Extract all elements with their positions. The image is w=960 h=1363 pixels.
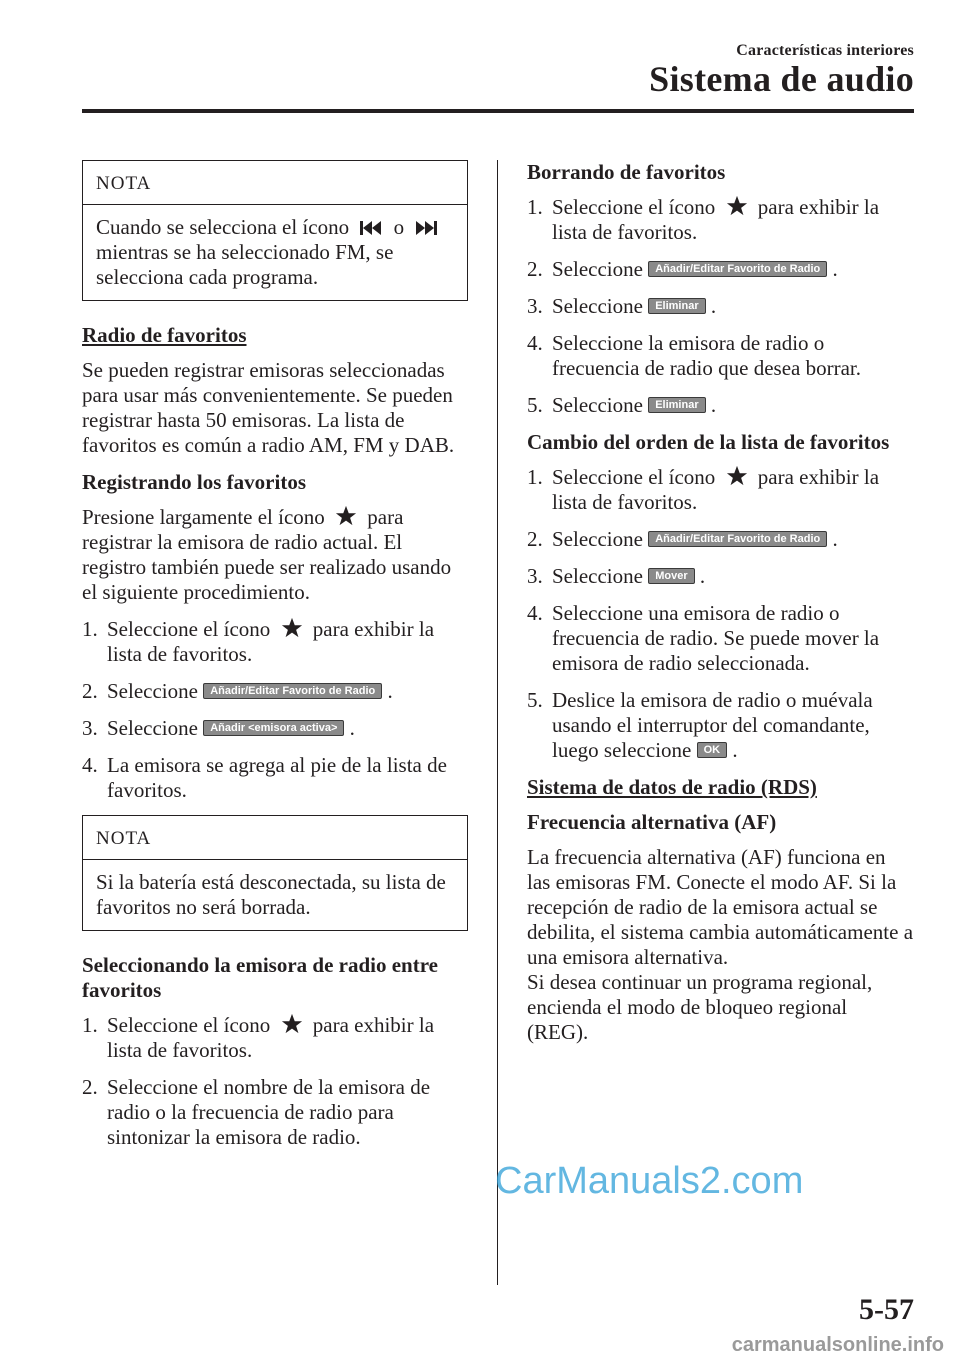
select-steps bbox=[82, 1013, 468, 1150]
site-footer: carmanualsonline.info bbox=[731, 1334, 944, 1356]
list-item: 4. La emisora se agrega al pie de la lista de favoritos. bbox=[82, 753, 447, 802]
list-item: 2. Seleccione el nombre de la emisora de radio o la frecuencia de radio para sintonizar la emisora de radio. bbox=[82, 1075, 431, 1149]
left-column bbox=[82, 160, 468, 1162]
list-item: 2. Seleccione Añadir/Editar Favorito de Radio . bbox=[527, 257, 838, 281]
star-icon bbox=[280, 1013, 304, 1035]
note-text: Cuando se selecciona el ícono o mientras se ha seleccionado FM, se selecciona cada programa. bbox=[83, 205, 467, 300]
af-heading: Frecuencia alternativa (AF) bbox=[527, 810, 777, 834]
delete-heading: Borrando de favoritos bbox=[527, 160, 726, 184]
rds-heading: Sistema de datos de radio (RDS) bbox=[527, 775, 817, 799]
list-item: 3. Seleccione Añadir <emisora activa> . bbox=[82, 716, 355, 740]
star-icon bbox=[334, 505, 358, 527]
register-heading: Registrando los favoritos bbox=[82, 470, 306, 494]
watermark: CarManuals2.com bbox=[495, 1160, 804, 1202]
list-item: 1. Seleccione el ícono para exhibir la lista de favoritos. bbox=[82, 1013, 435, 1062]
list-item: 5. Seleccione Eliminar . bbox=[527, 393, 717, 417]
note-label: NOTA bbox=[83, 161, 467, 205]
list-item: 1. Seleccione el ícono para exhibir la lista de favoritos. bbox=[527, 195, 880, 244]
list-item: 3. Seleccione Eliminar . bbox=[527, 294, 717, 318]
note-box bbox=[82, 815, 468, 931]
note-text: Si la batería está desconectada, su lista de favoritos no será borrada. bbox=[96, 870, 446, 919]
column-divider bbox=[497, 160, 498, 1285]
order-steps bbox=[527, 465, 913, 763]
list-item: 4. Seleccione la emisora de radio o frecuencia de radio que desea borrar. bbox=[527, 331, 861, 380]
header-rule bbox=[82, 109, 914, 113]
add-edit-favorite-button: Añadir/Editar Favorito de Radio bbox=[648, 261, 827, 277]
move-button: Mover bbox=[648, 568, 694, 584]
star-icon bbox=[280, 617, 304, 639]
list-item: 5. Deslice la emisora de radio o muévala usando el interruptor del comandante, luego seleccione OK . bbox=[527, 688, 873, 762]
favorites-heading: Radio de favoritos bbox=[82, 323, 247, 347]
af-text-2: Si desea continuar un programa regional, encienda el modo de bloqueo regional (REG). bbox=[527, 970, 873, 1044]
add-edit-favorite-button: Añadir/Editar Favorito de Radio bbox=[648, 531, 827, 547]
list-item: 2. Seleccione Añadir/Editar Favorito de Radio . bbox=[527, 527, 838, 551]
delete-button: Eliminar bbox=[648, 298, 705, 314]
list-item: 1. Seleccione el ícono para exhibir la lista de favoritos. bbox=[82, 617, 435, 666]
list-item: 4. Seleccione una emisora de radio o frecuencia de radio. Se puede mover la emisora de radio seleccionada. bbox=[527, 601, 880, 675]
right-column bbox=[527, 160, 913, 1057]
note-box bbox=[82, 160, 468, 301]
register-steps bbox=[82, 617, 468, 803]
star-icon bbox=[725, 465, 749, 487]
note-label: NOTA bbox=[83, 816, 467, 860]
delete-steps bbox=[527, 195, 913, 418]
add-active-station-button: Añadir <emisora activa> bbox=[203, 720, 344, 736]
section-label: Características interiores bbox=[736, 42, 914, 59]
order-heading: Cambio del orden de la lista de favoritos bbox=[527, 430, 890, 454]
page-title: Sistema de audio bbox=[649, 59, 914, 99]
af-text: La frecuencia alternativa (AF) funciona en las emisoras FM. Conecte el modo AF. Si la recepción de radio de la emisora actual se debilita, el sistema cambia automáticamente a una emisora alternativa. bbox=[527, 845, 914, 969]
favorites-intro: Se pueden registrar emisoras seleccionadas para usar más convenientemente. Se pueden registrar hasta 50 emisoras. La lista de favoritos es común a radio AM, FM y DAB. bbox=[82, 358, 455, 457]
add-edit-favorite-button: Añadir/Editar Favorito de Radio bbox=[203, 683, 382, 699]
page-number: 5-57 bbox=[859, 1293, 914, 1326]
skip-forward-icon bbox=[413, 219, 439, 237]
delete-button: Eliminar bbox=[648, 397, 705, 413]
list-item: 3. Seleccione Mover . bbox=[527, 564, 706, 588]
star-icon bbox=[725, 195, 749, 217]
skip-back-icon bbox=[358, 219, 384, 237]
list-item: 1. Seleccione el ícono para exhibir la lista de favoritos. bbox=[527, 465, 880, 514]
ok-button: OK bbox=[697, 742, 728, 758]
list-item: 2. Seleccione Añadir/Editar Favorito de Radio . bbox=[82, 679, 393, 703]
select-heading: Seleccionando la emisora de radio entre favoritos bbox=[82, 953, 438, 1002]
register-text: Presione largamente el ícono para registrar la emisora de radio actual. El registro también puede ser realizado usando el siguiente procedimiento. bbox=[82, 505, 452, 604]
